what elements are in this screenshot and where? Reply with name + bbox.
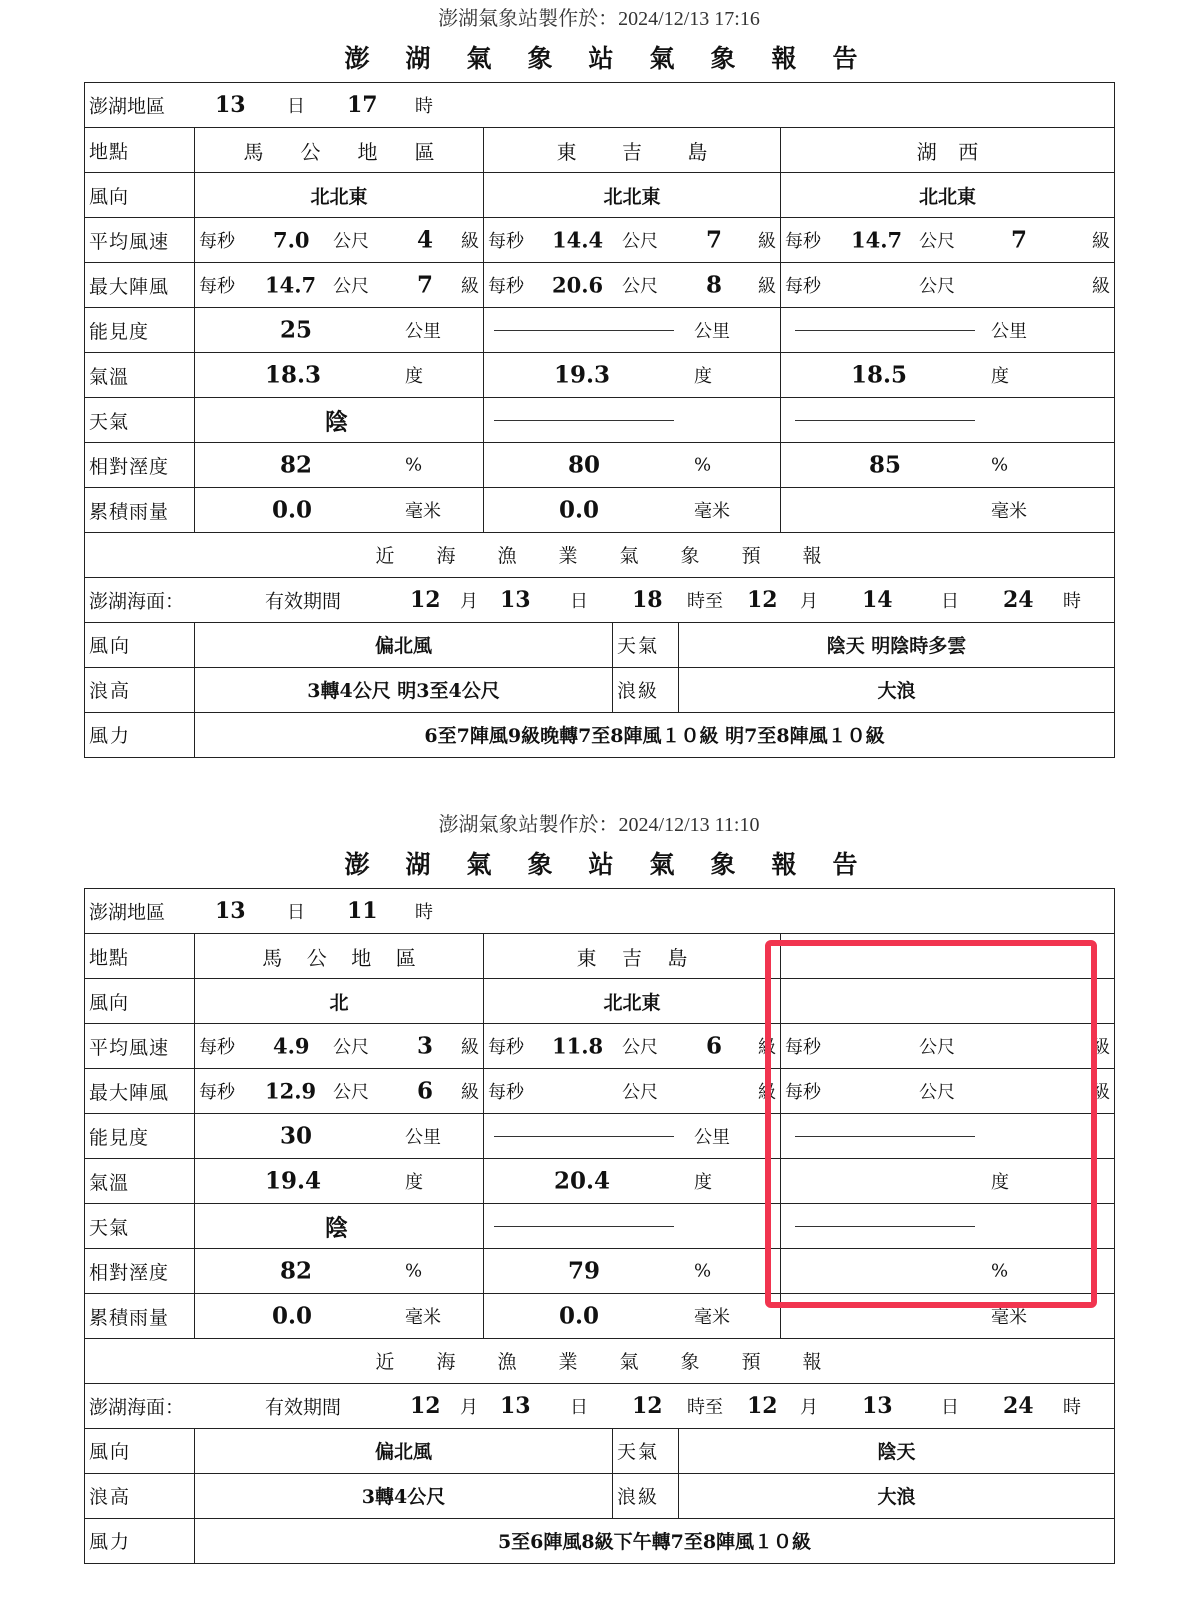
avg-wind-dongji: 每秒 14.4 公尺 7 級 <box>484 218 781 263</box>
avg-wind-magong: 每秒 4.9 公尺 3 級 <box>195 1024 484 1069</box>
fc-weather-value: 陰天 <box>679 1428 1115 1473</box>
wind-dir-row <box>85 173 1115 218</box>
report-title: 澎湖氣象站氣象報告 <box>344 44 894 73</box>
temp-dongji: 19.3 度 <box>484 353 781 398</box>
forecast-table <box>84 1338 1115 1564</box>
avg-wind-empty: 每秒 公尺 級 <box>781 1024 1115 1069</box>
fc-force-value: 6至7陣風9級晚轉7至8陣風１０級 明7至8陣風１０級 <box>195 712 1115 757</box>
hour-value: 17 <box>347 92 378 118</box>
forecast-period-row <box>85 577 1115 622</box>
visibility-magong: 30 公里 <box>195 1114 484 1159</box>
humidity-empty: % <box>781 1249 1115 1294</box>
fc-force-label: 風力 <box>85 712 195 757</box>
fc-wave-label: 浪高 <box>85 667 195 712</box>
weather-magong: 陰 <box>195 1204 484 1249</box>
weather-label: 天氣 <box>85 398 195 443</box>
site-row <box>85 128 1115 173</box>
humidity-label: 相對溼度 <box>85 1249 195 1294</box>
avg-wind-label: 平均風速 <box>85 218 195 263</box>
avg-wind-row <box>85 218 1115 263</box>
rain-label: 累積雨量 <box>85 1294 195 1339</box>
report-title: 澎湖氣象站氣象報告 <box>344 850 894 879</box>
wind-dir-dongji: 北北東 <box>484 979 781 1024</box>
region-label: 澎湖地區 <box>89 95 166 118</box>
fc-wind-label: 風向 <box>85 622 195 667</box>
humidity-row <box>85 443 1115 488</box>
temp-label: 氣溫 <box>85 353 195 398</box>
rain-dongji: 0.0 毫米 <box>484 488 781 533</box>
made-at-stamp: 澎湖氣象站製作於：2024/12/13 11:10 <box>438 814 760 836</box>
wind-dir-label: 風向 <box>85 173 195 218</box>
weather-label: 天氣 <box>85 1204 195 1249</box>
fc-force-value: 5至6陣風8級下午轉7至8陣風１０級 <box>195 1518 1115 1563</box>
temp-dongji: 20.4 度 <box>484 1159 781 1204</box>
wind-dir-label: 風向 <box>85 979 195 1024</box>
fc-wave-label: 浪高 <box>85 1473 195 1518</box>
fc-wave-value: 3轉4公尺 明3至4公尺 <box>195 667 613 712</box>
highlight-box <box>765 940 1097 1308</box>
forecast-force-row <box>85 1518 1115 1563</box>
humidity-dongji: 80 % <box>484 443 781 488</box>
site-magong: 馬 公 地 區 <box>195 934 484 979</box>
forecast-period-row <box>85 1383 1115 1428</box>
fc-weather-label: 天氣 <box>613 1428 679 1473</box>
weather-row <box>85 398 1115 443</box>
fc-wind-value: 偏北風 <box>195 1428 613 1473</box>
fc-wave-grade-value: 大浪 <box>679 667 1115 712</box>
visibility-dongji: 公里 <box>484 308 781 353</box>
fc-wave-grade-value: 大浪 <box>679 1473 1115 1518</box>
rain-magong: 0.0 毫米 <box>195 1294 484 1339</box>
forecast-title-row <box>85 1338 1115 1383</box>
fc-weather-value: 陰天 明陰時多雲 <box>679 622 1115 667</box>
forecast-force-row <box>85 712 1115 757</box>
header-row <box>85 889 1115 934</box>
weather-huxi <box>781 398 1115 443</box>
rain-magong: 0.0 毫米 <box>195 488 484 533</box>
visibility-dongji: 公里 <box>484 1114 781 1159</box>
temp-huxi: 18.5 度 <box>781 353 1115 398</box>
forecast-period: 澎湖海面： 有效期間 12 月 13 日 12 時至 12 月 13 日 24 時 <box>85 1383 1115 1428</box>
visibility-row <box>85 308 1115 353</box>
humidity-label: 相對溼度 <box>85 443 195 488</box>
temp-label: 氣溫 <box>85 1159 195 1204</box>
day-unit: 日 <box>287 96 305 117</box>
hour-value: 11 <box>347 898 378 924</box>
temp-magong: 18.3 度 <box>195 353 484 398</box>
rain-empty: 毫米 <box>781 1294 1115 1339</box>
fc-weather-label: 天氣 <box>613 622 679 667</box>
fc-wave-grade-label: 浪級 <box>613 667 679 712</box>
forecast-wave-row <box>85 1473 1115 1518</box>
fc-force-label: 風力 <box>85 1518 195 1563</box>
max-gust-label: 最大陣風 <box>85 263 195 308</box>
fc-wave-grade-label: 浪級 <box>613 1473 679 1518</box>
max-gust-label: 最大陣風 <box>85 1069 195 1114</box>
temp-row <box>85 353 1115 398</box>
day-value: 13 <box>215 92 246 118</box>
fc-wave-value: 3轉4公尺 <box>195 1473 613 1518</box>
site-dongji: 東 吉 島 <box>484 128 781 173</box>
weather-dongji <box>484 398 781 443</box>
max-gust-magong: 每秒 14.7 公尺 7 級 <box>195 263 484 308</box>
region-label: 澎湖地區 <box>89 901 166 924</box>
hour-unit: 時 <box>415 96 433 117</box>
site-dongji: 東 吉 島 <box>484 934 781 979</box>
site-huxi: 湖 西 <box>781 128 1115 173</box>
max-gust-huxi: 每秒 公尺 級 <box>781 263 1115 308</box>
site-magong: 馬 公 地 區 <box>195 128 484 173</box>
forecast-wind-row <box>85 1428 1115 1473</box>
wind-dir-huxi: 北北東 <box>781 173 1115 218</box>
humidity-huxi: 85 % <box>781 443 1115 488</box>
humidity-magong: 82 % <box>195 443 484 488</box>
fc-wind-value: 偏北風 <box>195 622 613 667</box>
max-gust-row <box>85 263 1115 308</box>
weather-dongji <box>484 1204 781 1249</box>
max-gust-magong: 每秒 12.9 公尺 6 級 <box>195 1069 484 1114</box>
forecast-title-row <box>85 532 1115 577</box>
site-label: 地點 <box>85 934 195 979</box>
temp-empty: 度 <box>781 1159 1115 1204</box>
wind-dir-magong: 北 <box>195 979 484 1024</box>
visibility-huxi: 公里 <box>781 308 1115 353</box>
max-gust-dongji: 每秒 公尺 級 <box>484 1069 781 1114</box>
visibility-label: 能見度 <box>85 1114 195 1159</box>
rain-row <box>85 488 1115 533</box>
day-value: 13 <box>215 898 246 924</box>
forecast-title: 近海漁業氣象預報 <box>85 532 1115 577</box>
humidity-magong: 82 % <box>195 1249 484 1294</box>
header-row <box>85 83 1115 128</box>
rain-huxi: 毫米 <box>781 488 1115 533</box>
day-unit: 日 <box>287 902 305 923</box>
fc-wind-label: 風向 <box>85 1428 195 1473</box>
rain-label: 累積雨量 <box>85 488 195 533</box>
visibility-label: 能見度 <box>85 308 195 353</box>
forecast-title: 近海漁業氣象預報 <box>85 1338 1115 1383</box>
observation-table <box>84 82 1115 533</box>
max-gust-dongji: 每秒 20.6 公尺 8 級 <box>484 263 781 308</box>
weather-report-1717 <box>84 0 1114 758</box>
avg-wind-dongji: 每秒 11.8 公尺 6 級 <box>484 1024 781 1069</box>
max-gust-empty: 每秒 公尺 級 <box>781 1069 1115 1114</box>
weather-magong: 陰 <box>195 398 484 443</box>
forecast-wave-row <box>85 667 1115 712</box>
forecast-wind-row <box>85 622 1115 667</box>
avg-wind-label: 平均風速 <box>85 1024 195 1069</box>
wind-dir-dongji: 北北東 <box>484 173 781 218</box>
forecast-period: 澎湖海面： 有效期間 12 月 13 日 18 時至 12 月 14 日 24 時 <box>85 577 1115 622</box>
visibility-magong: 25 公里 <box>195 308 484 353</box>
made-at-stamp: 澎湖氣象站製作於：2024/12/13 17:16 <box>438 8 760 30</box>
avg-wind-huxi: 每秒 14.7 公尺 7 級 <box>781 218 1115 263</box>
avg-wind-magong: 每秒 7.0 公尺 4 級 <box>195 218 484 263</box>
wind-dir-magong: 北北東 <box>195 173 484 218</box>
rain-dongji: 0.0 毫米 <box>484 1294 781 1339</box>
temp-magong: 19.4 度 <box>195 1159 484 1204</box>
hour-unit: 時 <box>415 902 433 923</box>
site-label: 地點 <box>85 128 195 173</box>
humidity-dongji: 79 % <box>484 1249 781 1294</box>
forecast-table <box>84 532 1115 758</box>
